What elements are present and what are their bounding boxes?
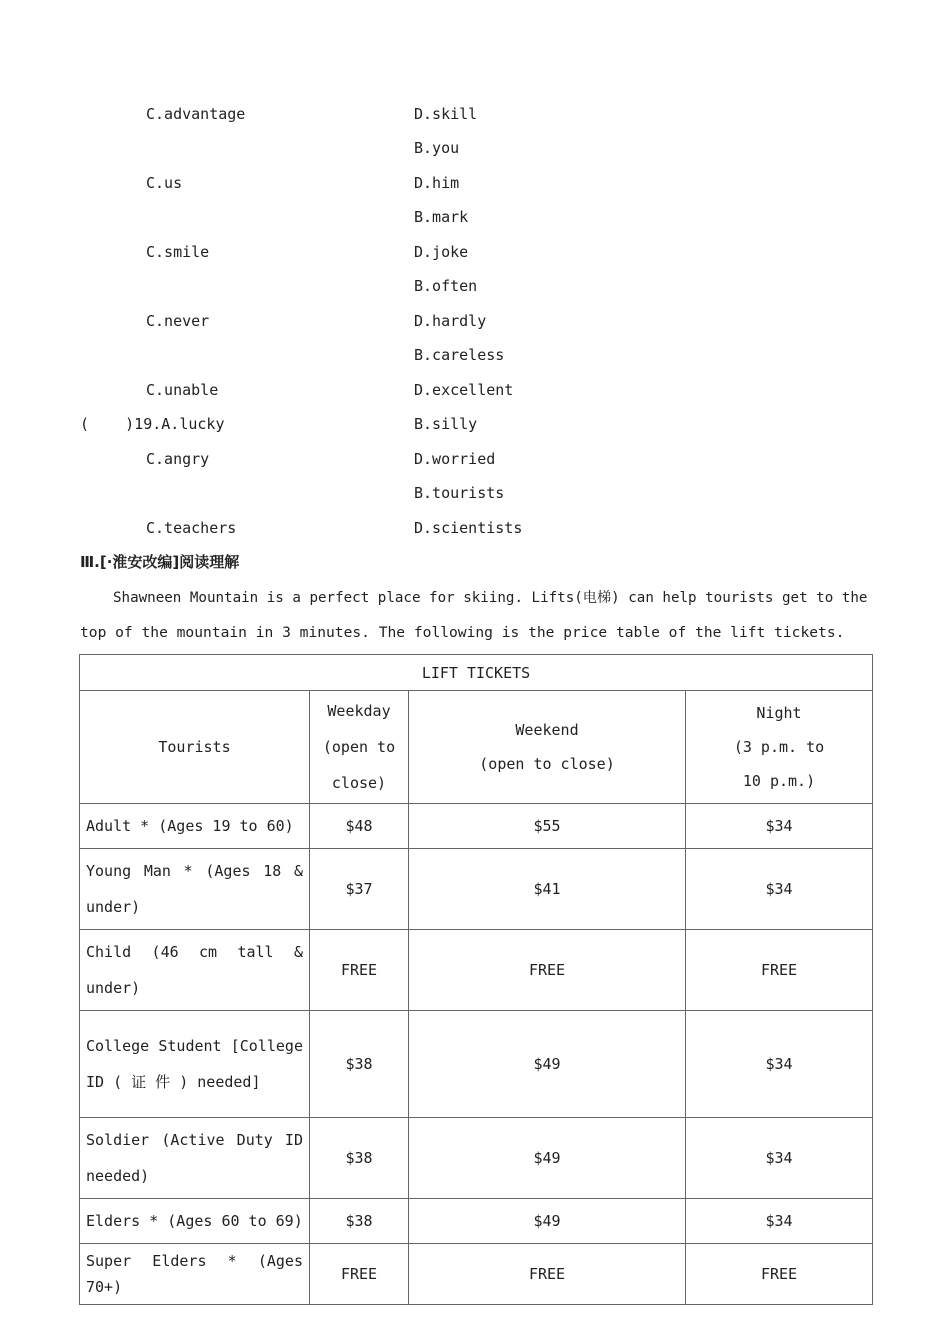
lift-ticket-table xyxy=(79,654,873,1305)
row-weekday-price: $38 xyxy=(310,1011,409,1118)
row-weekday-price: FREE xyxy=(310,930,409,1011)
row-night-price: $34 xyxy=(686,1011,873,1118)
option-d: D.skill xyxy=(414,105,478,123)
table-row xyxy=(80,804,873,849)
option-c: C.smile xyxy=(146,243,210,261)
option-d: D.hardly xyxy=(414,312,487,330)
option-c: C.unable xyxy=(146,381,219,399)
option-c: C.advantage xyxy=(146,105,246,123)
row-weekday-price: FREE xyxy=(310,1244,409,1305)
option-b: B.tourists xyxy=(414,484,505,502)
option-d: D.scientists xyxy=(414,519,523,537)
question-19: ( )19.A.lucky xyxy=(80,415,225,433)
row-weekday-price: $48 xyxy=(310,804,409,849)
section-heading: Ⅲ.[·淮安改编]阅读理解 xyxy=(80,553,240,571)
option-b: B.often xyxy=(414,277,478,295)
table-row xyxy=(80,1118,873,1199)
header-weekend xyxy=(409,691,686,804)
table-row xyxy=(80,930,873,1011)
header-tourists: Tourists xyxy=(80,691,310,804)
row-tourist-type: College Student [College ID ( 证 件 ) needed] xyxy=(80,1011,310,1118)
row-weekday-price: $38 xyxy=(310,1118,409,1199)
table-row xyxy=(80,1011,873,1118)
row-tourist-type: Young Man * (Ages 18 & under) xyxy=(80,849,310,930)
table-row xyxy=(80,1244,873,1305)
table-header-row xyxy=(80,691,873,804)
table-row xyxy=(80,849,873,930)
table-title: LIFT TICKETS xyxy=(80,655,873,691)
option-b: B.silly xyxy=(414,415,478,433)
row-tourist-type: Child (46 cm tall & under) xyxy=(80,930,310,1011)
option-b: B.careless xyxy=(414,346,505,364)
header-night xyxy=(686,691,873,804)
table-row xyxy=(80,1199,873,1244)
option-c: C.angry xyxy=(146,450,210,468)
row-tourist-type: Elders * (Ages 60 to 69) xyxy=(80,1199,310,1244)
row-weekend-price: $49 xyxy=(409,1118,686,1199)
row-night-price: FREE xyxy=(686,930,873,1011)
option-d: D.excellent xyxy=(414,381,514,399)
option-b: B.mark xyxy=(414,208,469,226)
passage-line-2: top of the mountain in 3 minutes. The following is the price table of the lift tickets. xyxy=(80,624,845,641)
row-night-price: $34 xyxy=(686,849,873,930)
row-tourist-type: Adult * (Ages 19 to 60) xyxy=(80,804,310,849)
header-weekend-line2: (open to close) xyxy=(479,755,615,773)
row-weekday-price: $38 xyxy=(310,1199,409,1244)
row-night-price: $34 xyxy=(686,1118,873,1199)
option-c: C.us xyxy=(146,174,183,192)
header-night-line2: (3 p.m. to xyxy=(733,738,825,756)
header-weekday: Weekday (open to close) xyxy=(310,691,409,804)
option-b: B.you xyxy=(414,139,460,157)
row-weekend-price: FREE xyxy=(409,930,686,1011)
passage-line-1: Shawneen Mountain is a perfect place for skiing. Lifts(电梯) can help tourists get to the xyxy=(113,590,868,606)
row-weekend-price: $55 xyxy=(409,804,686,849)
row-weekend-price: $49 xyxy=(409,1011,686,1118)
header-weekend-line1: Weekend xyxy=(515,721,579,739)
option-c: C.teachers xyxy=(146,519,237,537)
row-weekend-price: $41 xyxy=(409,849,686,930)
row-weekday-price: $37 xyxy=(310,849,409,930)
row-weekend-price: $49 xyxy=(409,1199,686,1244)
row-night-price: $34 xyxy=(686,804,873,849)
option-d: D.worried xyxy=(414,450,496,468)
row-tourist-type: Super Elders * (Ages 70+) xyxy=(80,1244,310,1305)
header-night-line3: 10 p.m.) xyxy=(742,772,816,790)
row-weekend-price: FREE xyxy=(409,1244,686,1305)
option-c: C.never xyxy=(146,312,210,330)
row-night-price: $34 xyxy=(686,1199,873,1244)
row-tourist-type: Soldier (Active Duty ID needed) xyxy=(80,1118,310,1199)
header-night-line1: Night xyxy=(756,704,802,722)
row-night-price: FREE xyxy=(686,1244,873,1305)
option-d: D.joke xyxy=(414,243,469,261)
option-d: D.him xyxy=(414,174,460,192)
